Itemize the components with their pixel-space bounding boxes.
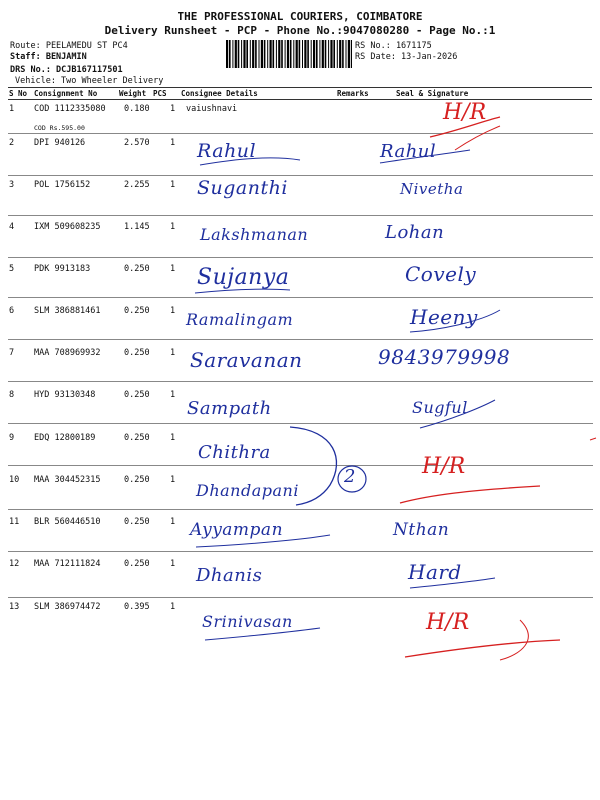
row-weight: 1.145 [124,222,150,232]
row-weight: 0.250 [124,348,150,358]
row-pcs: 1 [170,559,176,569]
row-sno: 3 [9,180,15,190]
row-signature: Heeny [410,305,478,329]
col-weight: Weight [119,89,147,98]
row-consignee-handwritten: Dhandapani [196,481,299,500]
row-signature: Lohan [385,222,445,243]
rs-date: RS Date: 13-Jan-2026 [355,52,458,62]
row-consignee-handwritten: Srinivasan [202,612,293,631]
row-sno: 2 [9,138,15,148]
row-consignment: SLM 386881461 [34,306,101,316]
row-sno: 11 [9,517,20,527]
row-sno: 9 [9,433,15,443]
row-signature: Nivetha [400,180,464,198]
row-weight: 0.180 [124,104,150,114]
row-consignment: BLR 560446510 [34,517,101,527]
row-consignment: EDQ 12800189 [34,433,96,443]
rs-number: RS No.: 1671175 [355,41,432,51]
col-consignee: Consignee Details [181,89,258,98]
row-sno: 8 [9,390,15,400]
col-remarks: Remarks [337,89,369,98]
row-pcs: 1 [170,180,176,190]
row-pcs: 1 [170,306,176,316]
row-pcs: 1 [170,104,176,114]
row-weight: 0.250 [124,433,150,443]
row-consignee-handwritten: Saravanan [190,348,303,372]
row-consignee: vaiushnavi [186,104,238,114]
cod-amount: COD Rs.595.00 [34,124,85,132]
company-title: THE PROFESSIONAL COURIERS, COIMBATORE [177,10,423,23]
row-pcs: 1 [170,348,176,358]
row-signature: Covely [405,262,477,286]
row-sno: 10 [9,475,20,485]
row-pcs: 1 [170,390,176,400]
row-consignment: MAA 712111824 [34,559,101,569]
col-seal-signature: Seal & Signature [396,89,469,98]
row-weight: 2.255 [124,180,150,190]
row-consignee-handwritten: Dhanis [196,565,263,586]
row-consignment: IXM 509608235 [34,222,101,232]
row-pcs: 1 [170,602,176,612]
row-consignee-handwritten: Ramalingam [186,310,294,329]
row-pcs: 1 [170,264,176,274]
row-weight: 0.250 [124,306,150,316]
row-signature: Sugful [412,398,468,417]
runsheet-subtitle: Delivery Runsheet - PCP - Phone No.:9047080280 - Page No.:1 [104,24,496,37]
row-consignee-handwritten: Sampath [187,398,272,419]
row-pcs: 1 [170,475,176,485]
row-sno: 1 [9,104,15,114]
col-pcs: PCS [153,89,167,98]
row-weight: 2.570 [124,138,150,148]
row-sno: 5 [9,264,15,274]
row-signature: Nthan [393,520,450,540]
row-weight: 0.250 [124,517,150,527]
hr-stamp: H/R [443,100,487,125]
row-weight: 0.395 [124,602,150,612]
row-consignee-handwritten: Lakshmanan [200,225,309,244]
row-sno: 4 [9,222,15,232]
row-consignment: SLM 386974472 [34,602,101,612]
row-weight: 0.250 [124,264,150,274]
row-consignment: MAA 304452315 [34,475,101,485]
drs-label: DRS No.: DCJB167117501 [10,65,123,75]
row-consignment: COD 1112335080 [34,104,106,114]
row-consignee-handwritten: Ayyampan [190,520,284,540]
row-consignment: POL 1756152 [34,180,91,190]
row-sno: 13 [9,602,20,612]
row-consignee-handwritten: Chithra [198,442,271,463]
row-consignee-handwritten: Rahul [197,140,257,162]
row-consignment: MAA 708969932 [34,348,101,358]
vehicle-label: Vehicle: Two Wheeler Delivery [15,76,164,86]
row-consignment: DPI 940126 [34,138,86,148]
row-signature: Rahul [380,141,437,162]
route-label: Route: PEELAMEDU ST PC4 [10,41,128,51]
row-sno: 6 [9,306,15,316]
row-sno: 7 [9,348,15,358]
col-consignment: Consignment No [34,89,98,98]
row-pcs: 1 [170,517,176,527]
row-weight: 0.250 [124,390,150,400]
row-consignment: HYD 93130348 [34,390,96,400]
row-consignee-handwritten: Suganthi [197,177,288,199]
row-signature: Hard [408,560,462,584]
hr-stamp: H/R [422,454,466,479]
row-sno: 12 [9,559,20,569]
row-consignment: PDK 9913183 [34,264,91,274]
row-weight: 0.250 [124,559,150,569]
col-sno: S No [9,89,28,98]
row-pcs: 1 [170,222,176,232]
row-pcs: 1 [170,138,176,148]
row-signature: 9843979998 [378,345,511,369]
row-pcs: 1 [170,433,176,443]
hr-stamp: H/R [426,610,470,635]
circled-note: 2 [344,466,356,487]
row-consignee-handwritten: Sujanya [197,265,290,290]
row-weight: 0.250 [124,475,150,485]
staff-label: Staff: BENJAMIN [10,52,87,62]
